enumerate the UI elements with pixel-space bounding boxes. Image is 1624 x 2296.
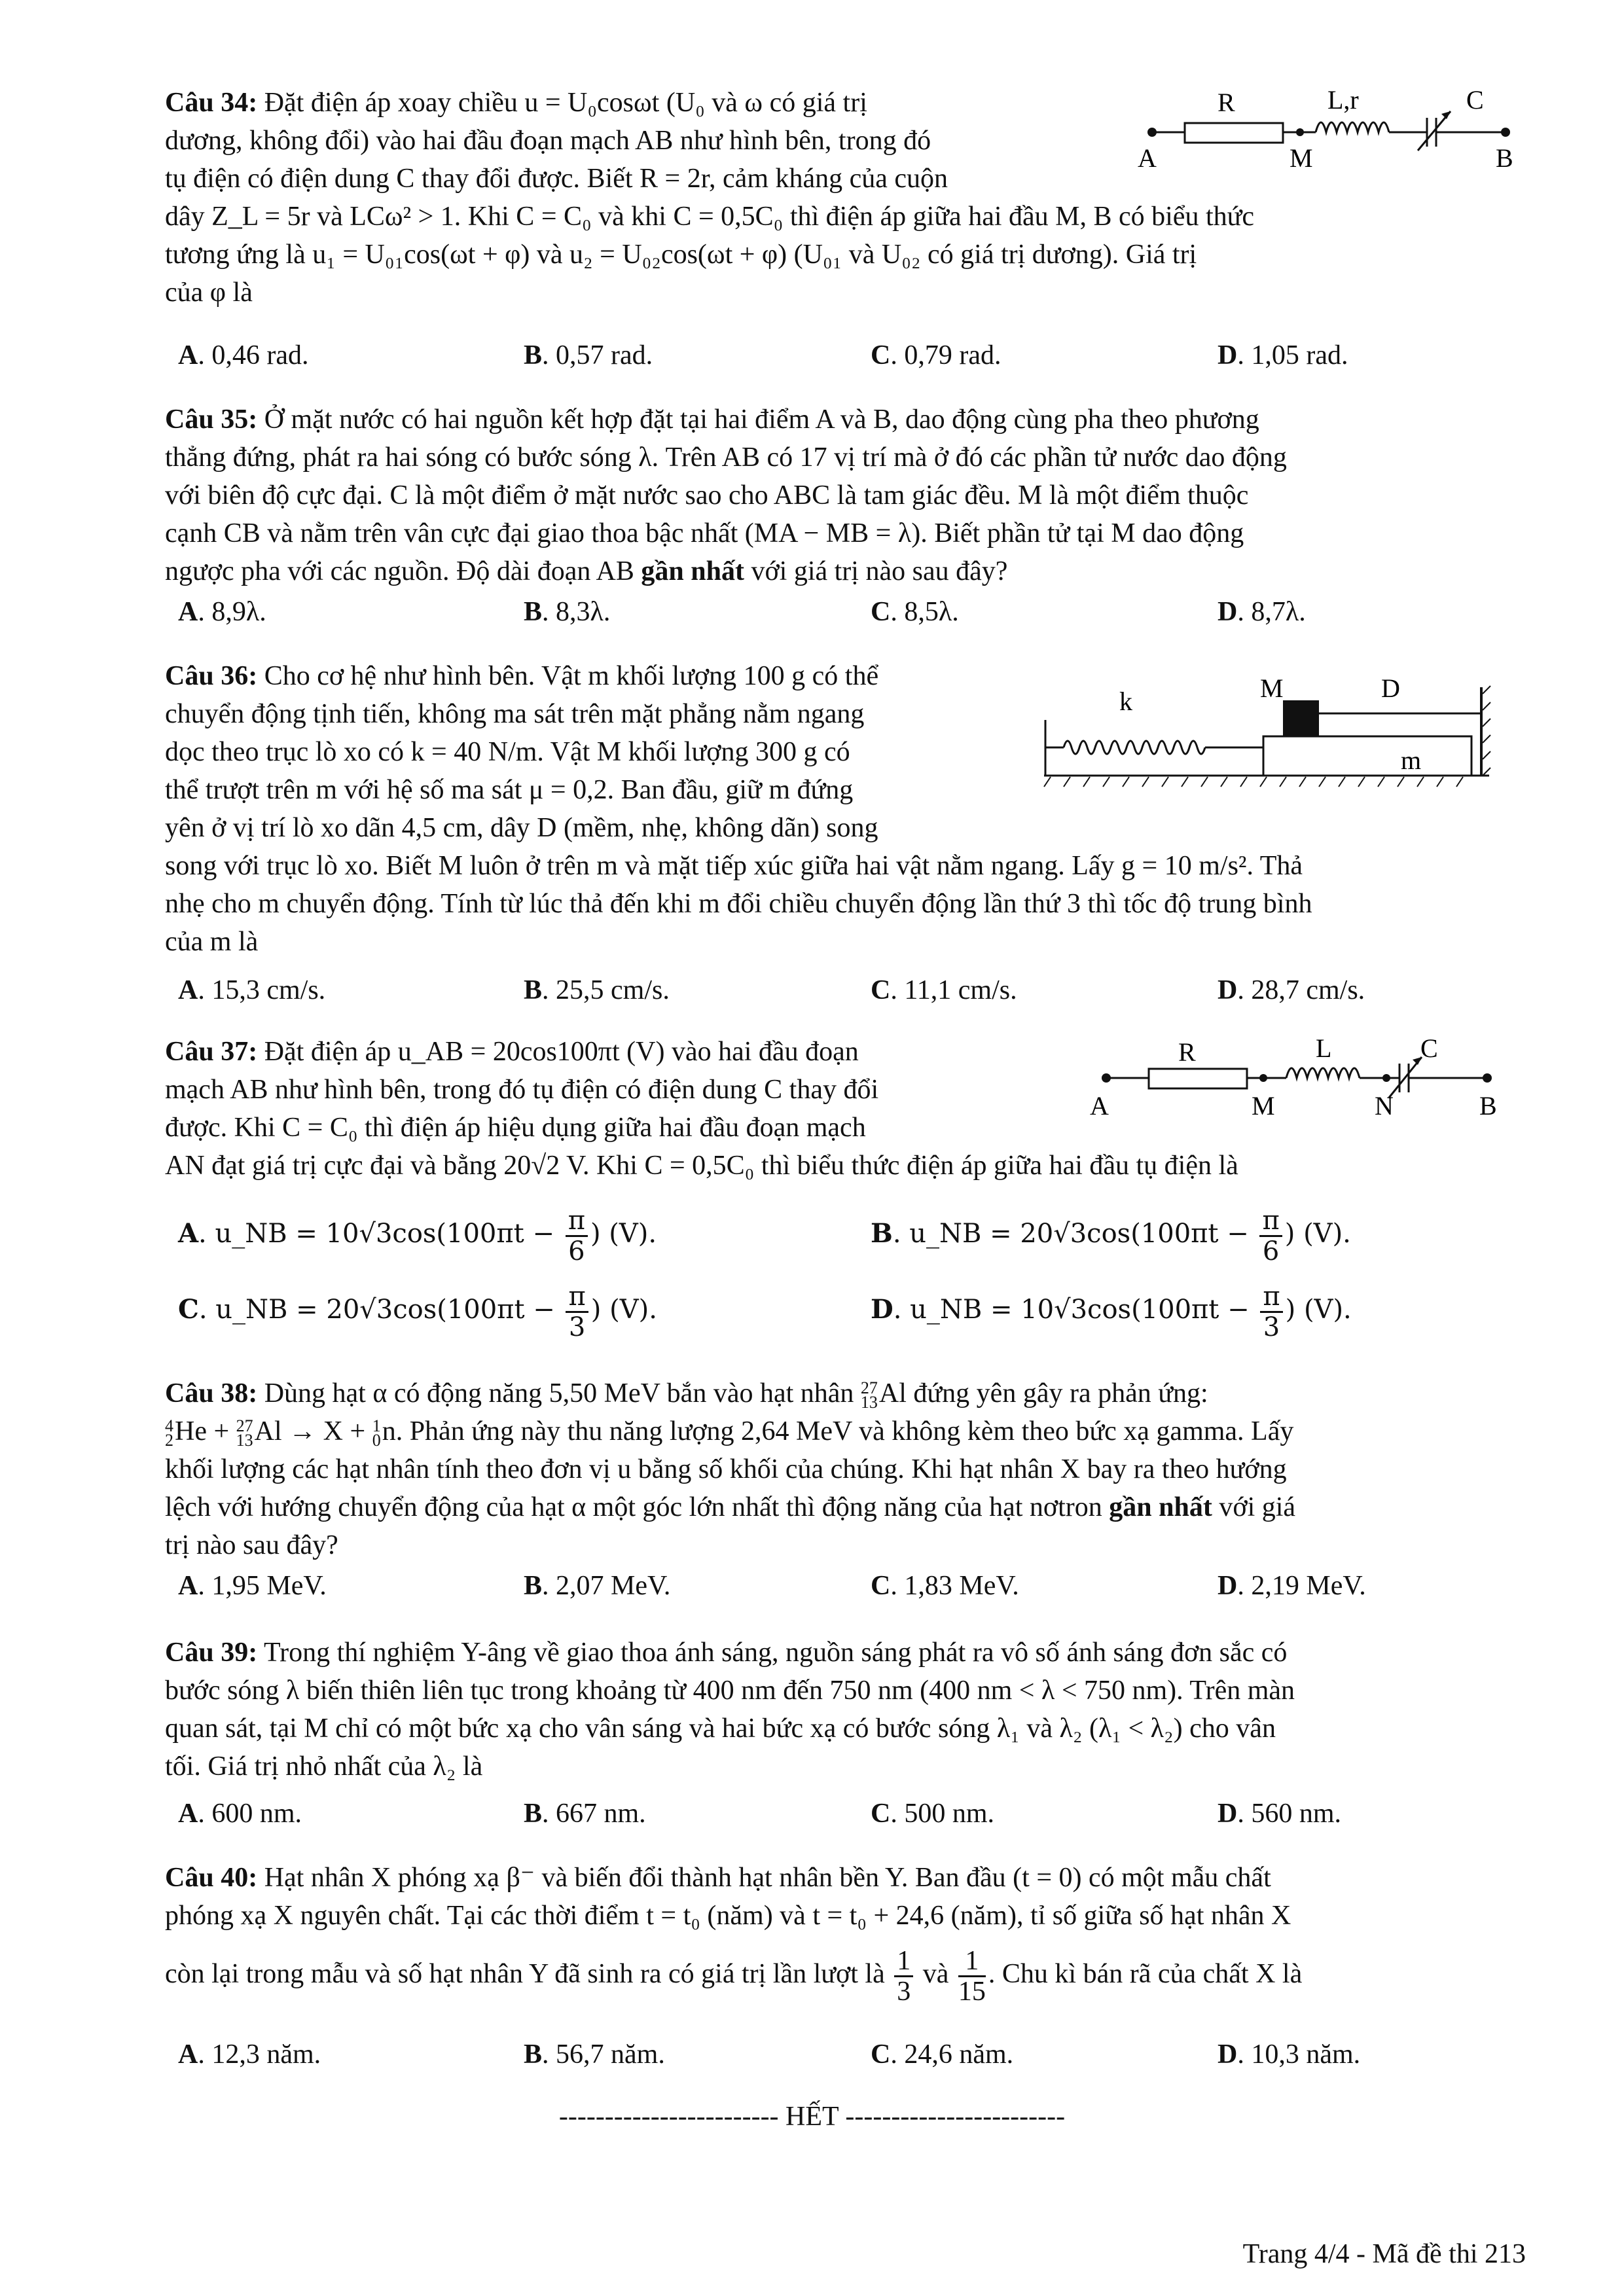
q37-option-b[interactable]: B. u_NB = 20√3cos(100πt − $\frac{\pi}{6}$ ) (V).	[871, 1205, 1351, 1266]
q37-line-3: được. Khi C = C₀ thì điện áp hiệu dụng giữa hai đầu đoạn mạch	[165, 1113, 866, 1143]
q34-option-c[interactable]: C. 0,79 rad.	[871, 340, 1001, 370]
q35-label: Câu 35:	[165, 404, 258, 435]
q37-label: Câu 37:	[165, 1037, 258, 1067]
question-38	[165, 1374, 1526, 1564]
q39-label: Câu 39:	[165, 1638, 258, 1668]
question-34-cont	[165, 198, 1526, 312]
question-35	[165, 401, 1526, 590]
q40-option-c[interactable]: C. 24,6 năm.	[871, 2039, 1014, 2070]
q36-spring-figure	[1038, 674, 1496, 795]
page-footer: Trang 4/4 - Mã đề thi 213	[1242, 2239, 1526, 2269]
q35-line-4: cạnh CB và nằm trên vân cực đại giao thoa bậc nhất (MA − MB = λ). Biết phần tử tại M dao động	[165, 518, 1244, 548]
q34-inductor	[1316, 122, 1389, 132]
q35-option-d[interactable]: D. 8,7λ.	[1218, 597, 1306, 627]
q36-line-8: của m là	[165, 927, 259, 957]
q36-line-1: Cho cơ hệ như hình bên. Vật m khối lượng 100 g có thể	[264, 661, 879, 691]
q40-option-a[interactable]: A. 12,3 năm.	[178, 2039, 321, 2070]
q37-label-r: R	[1178, 1037, 1196, 1067]
q37-line-1: Đặt điện áp u_AB = 20cos100πt (V) vào hai đầu đoạn	[264, 1037, 859, 1067]
q40-option-b[interactable]: B. 56,7 năm.	[524, 2039, 665, 2070]
question-40	[165, 1859, 1526, 2013]
q34-option-b[interactable]: B. 0,57 rad.	[524, 340, 653, 370]
q38-option-c[interactable]: C. 1,83 MeV.	[871, 1571, 1019, 1601]
q39-line-1: Trong thí nghiệm Y-âng về giao thoa ánh sáng, nguồn sáng phát ra vô số ánh sáng đơn sắc có	[263, 1638, 1288, 1668]
q36-option-c[interactable]: C. 11,1 cm/s.	[871, 975, 1017, 1005]
q36-block-m	[1263, 736, 1471, 776]
q37-resistor	[1149, 1069, 1247, 1088]
q35-option-a[interactable]: A. 8,9λ.	[178, 597, 266, 627]
q36-line-6: song với trục lò xo. Biết M luôn ở trên m và mặt tiếp xúc giữa hai vật nằm ngang. Lấy g = 10 m/s². Thả	[165, 851, 1303, 881]
q37-option-c[interactable]: C. u_NB = 20√3cos(100πt − $\frac{\pi}{3}$ ) (V).	[178, 1281, 657, 1342]
q39-option-d[interactable]: D. 560 nm.	[1218, 1799, 1342, 1829]
q35-line-3: với biên độ cực đại. C là một điểm ở mặt nước sao cho ABC là tam giác đều. M là một điểm thuộc	[165, 480, 1249, 511]
q36-line-3: dọc theo trục lò xo có k = 40 N/m. Vật M khối lượng 300 g có	[165, 737, 850, 767]
q34-label: Câu 34:	[165, 88, 258, 118]
q34-label-l: L,r	[1327, 85, 1359, 115]
q35-option-b[interactable]: B. 8,3λ.	[524, 597, 611, 627]
q39-option-c[interactable]: C. 500 nm.	[871, 1799, 995, 1829]
q37-label-a: A	[1090, 1091, 1109, 1121]
q34-label-m: M	[1290, 143, 1313, 173]
q34-line-4: dây Z_L = 5r và LCω² > 1. Khi C = C₀ và khi C = 0,5C₀ thì điện áp giữa hai đầu M, B có biểu thức	[165, 202, 1255, 232]
q36-label-d: D	[1381, 674, 1400, 703]
q37-label-m: M	[1252, 1091, 1275, 1121]
question-36-cont	[165, 847, 1526, 961]
q39-line-2: bước sóng λ biến thiên liên tục trong khoảng từ 400 nm đến 750 nm (400 nm < λ < 750 nm). Trên màn	[165, 1676, 1295, 1706]
q38-option-d[interactable]: D. 2,19 MeV.	[1218, 1571, 1366, 1601]
q37-line-4: AN đạt giá trị cực đại và bằng 20√2 V. Khi C = 0,5C₀ thì biểu thức điện áp giữa hai đầu tụ điện là	[165, 1151, 1238, 1181]
q34-line-1: Đặt điện áp xoay chiều u = U₀cosωt (U₀ và ω có giá trị	[264, 88, 867, 118]
q36-line-2: chuyển động tịnh tiến, không ma sát trên mặt phẳng nằm ngang	[165, 699, 865, 729]
q40-label: Câu 40:	[165, 1863, 258, 1893]
q35-line-5: ngược pha với các nguồn. Độ dài đoạn AB gần nhất với giá trị nào sau đây?	[165, 556, 1008, 586]
q39-option-a[interactable]: A. 600 nm.	[178, 1799, 302, 1829]
q38-option-a[interactable]: A. 1,95 MeV.	[178, 1571, 327, 1601]
q39-line-4: tối. Giá trị nhỏ nhất của λ₂ là	[165, 1751, 483, 1782]
q40-line-3: còn lại trong mẫu và số hạt nhân Y đã sinh ra có giá trị lần lượt là $\frac{1}{3}$ và $\frac{1}{15}$ . Chu kì bán rã của chất X là	[165, 1945, 1303, 2007]
q38-line-5: trị nào sau đây?	[165, 1530, 338, 1560]
q37-line-2: mạch AB như hình bên, trong đó tụ điện có điện dung C thay đổi	[165, 1075, 879, 1105]
q34-resistor	[1185, 123, 1283, 143]
q37-label-n: N	[1375, 1091, 1394, 1121]
q37-label-l: L	[1316, 1037, 1332, 1063]
q34-line-6: của φ là	[165, 278, 253, 308]
question-37-cont	[165, 1147, 1526, 1185]
q36-label-k: k	[1119, 687, 1132, 716]
q34-node-b	[1501, 128, 1510, 137]
q36-line-4: thể trượt trên m với hệ số ma sát μ = 0,2. Ban đầu, giữ m đứng	[165, 775, 854, 805]
question-34	[165, 84, 1108, 198]
q38-line-1: Câu 38: Dùng hạt α có động năng 5,50 MeV bắn vào hạt nhân 27 13 Al đứng yên gây ra phản ứng:	[165, 1378, 1208, 1412]
end-marker: ------------------------ HẾT ------------------------	[558, 2102, 1066, 2132]
q37-circuit-diagram	[1087, 1037, 1532, 1139]
q34-label-c: C	[1466, 85, 1484, 115]
q38-line-4: lệch với hướng chuyển động của hạt α một góc lớn nhất thì động năng của hạt nơtron gần nhất với giá	[165, 1492, 1296, 1522]
q37-label-b: B	[1479, 1091, 1497, 1121]
q34-label-r: R	[1218, 88, 1235, 117]
q34-circuit-diagram	[1132, 85, 1525, 187]
q37-label-c: C	[1420, 1037, 1438, 1063]
q37-inductor	[1286, 1068, 1360, 1078]
q34-label-a: A	[1138, 143, 1157, 173]
q36-spring	[1064, 741, 1205, 754]
question-39	[165, 1634, 1526, 1785]
q36-line-7: nhẹ cho m chuyển động. Tính từ lúc thả đến khi m đổi chiều chuyển động lần thứ 3 thì tốc độ trung bình	[165, 889, 1312, 919]
q36-option-d[interactable]: D. 28,7 cm/s.	[1218, 975, 1365, 1005]
q34-label-b: B	[1496, 143, 1513, 173]
q36-label: Câu 36:	[165, 661, 258, 691]
q37-node-b	[1483, 1073, 1492, 1083]
q39-option-b[interactable]: B. 667 nm.	[524, 1799, 646, 1829]
q36-block-big-m	[1283, 700, 1319, 736]
q37-option-d[interactable]: D. u_NB = 10√3cos(100πt − $\frac{\pi}{3}$ ) (V).	[871, 1281, 1352, 1342]
q37-node-n	[1382, 1074, 1390, 1082]
q34-option-a[interactable]: A. 0,46 rad.	[178, 340, 309, 370]
q38-option-b[interactable]: B. 2,07 MeV.	[524, 1571, 671, 1601]
q36-option-b[interactable]: B. 25,5 cm/s.	[524, 975, 670, 1005]
q37-options-row-2	[178, 1274, 1526, 1346]
q34-node-m	[1296, 128, 1304, 136]
q40-line-1: Hạt nhân X phóng xạ β⁻ và biến đổi thành hạt nhân bền Y. Ban đầu (t = 0) có một mẫu chất	[264, 1863, 1271, 1893]
q38-line-3: khối lượng các hạt nhân tính theo đơn vị u bằng số khối của chúng. Khi hạt nhân X bay ra theo hướng	[165, 1454, 1287, 1484]
question-36	[165, 657, 1009, 847]
q34-option-d[interactable]: D. 1,05 rad.	[1218, 340, 1348, 370]
q34-line-2: dương, không đổi) vào hai đầu đoạn mạch AB như hình bên, trong đó	[165, 126, 931, 156]
q36-line-5: yên ở vị trí lò xo dãn 4,5 cm, dây D (mềm, nhẹ, không dãn) song	[165, 813, 878, 843]
q34-line-5: tương ứng là u₁ = U₀₁cos(ωt + φ) và u₂ = U₀₂cos(ωt + φ) (U₀₁ và U₀₂ có giá trị dương). Giá trị	[165, 240, 1197, 270]
q37-node-m	[1259, 1074, 1267, 1082]
q40-option-d[interactable]: D. 10,3 năm.	[1218, 2039, 1361, 2070]
q38-line-2: 4 2 He + 27 13 Al → X + 1 0 n. Phản ứng này thu năng lượng 2,64 MeV và không kèm theo bức xạ gamma. Lấy	[165, 1416, 1294, 1450]
q40-line-2: phóng xạ X nguyên chất. Tại các thời điểm t = t₀ (năm) và t = t₀ + 24,6 (năm), tỉ số giữa số hạt nhân X	[165, 1901, 1291, 1931]
q36-option-a[interactable]: A. 15,3 cm/s.	[178, 975, 326, 1005]
q35-line-2: thẳng đứng, phát ra hai sóng có bước sóng λ. Trên AB có 17 vị trí mà ở đó các phần tử nước dao động	[165, 442, 1287, 473]
q37-option-a[interactable]: A. u_NB = 10√3cos(100πt − $\frac{\pi}{6}$ ) (V).	[178, 1205, 657, 1266]
q39-line-3: quan sát, tại M chỉ có một bức xạ cho vân sáng và hai bức xạ có bước sóng λ₁ và λ₂ (λ₁ < λ₂) cho vân	[165, 1713, 1276, 1744]
q36-label-m: m	[1401, 745, 1422, 775]
q34-line-3: tụ điện có điện dung C thay đổi được. Biết R = 2r, cảm kháng của cuộn	[165, 164, 948, 194]
q35-line-1: Ở mặt nước có hai nguồn kết hợp đặt tại hai điểm A và B, dao động cùng pha theo phương	[264, 404, 1259, 435]
question-37	[165, 1033, 1055, 1147]
q37-options-row-1	[178, 1198, 1526, 1270]
q35-option-c[interactable]: C. 8,5λ.	[871, 597, 959, 627]
q36-label-big-m: M	[1260, 674, 1284, 703]
